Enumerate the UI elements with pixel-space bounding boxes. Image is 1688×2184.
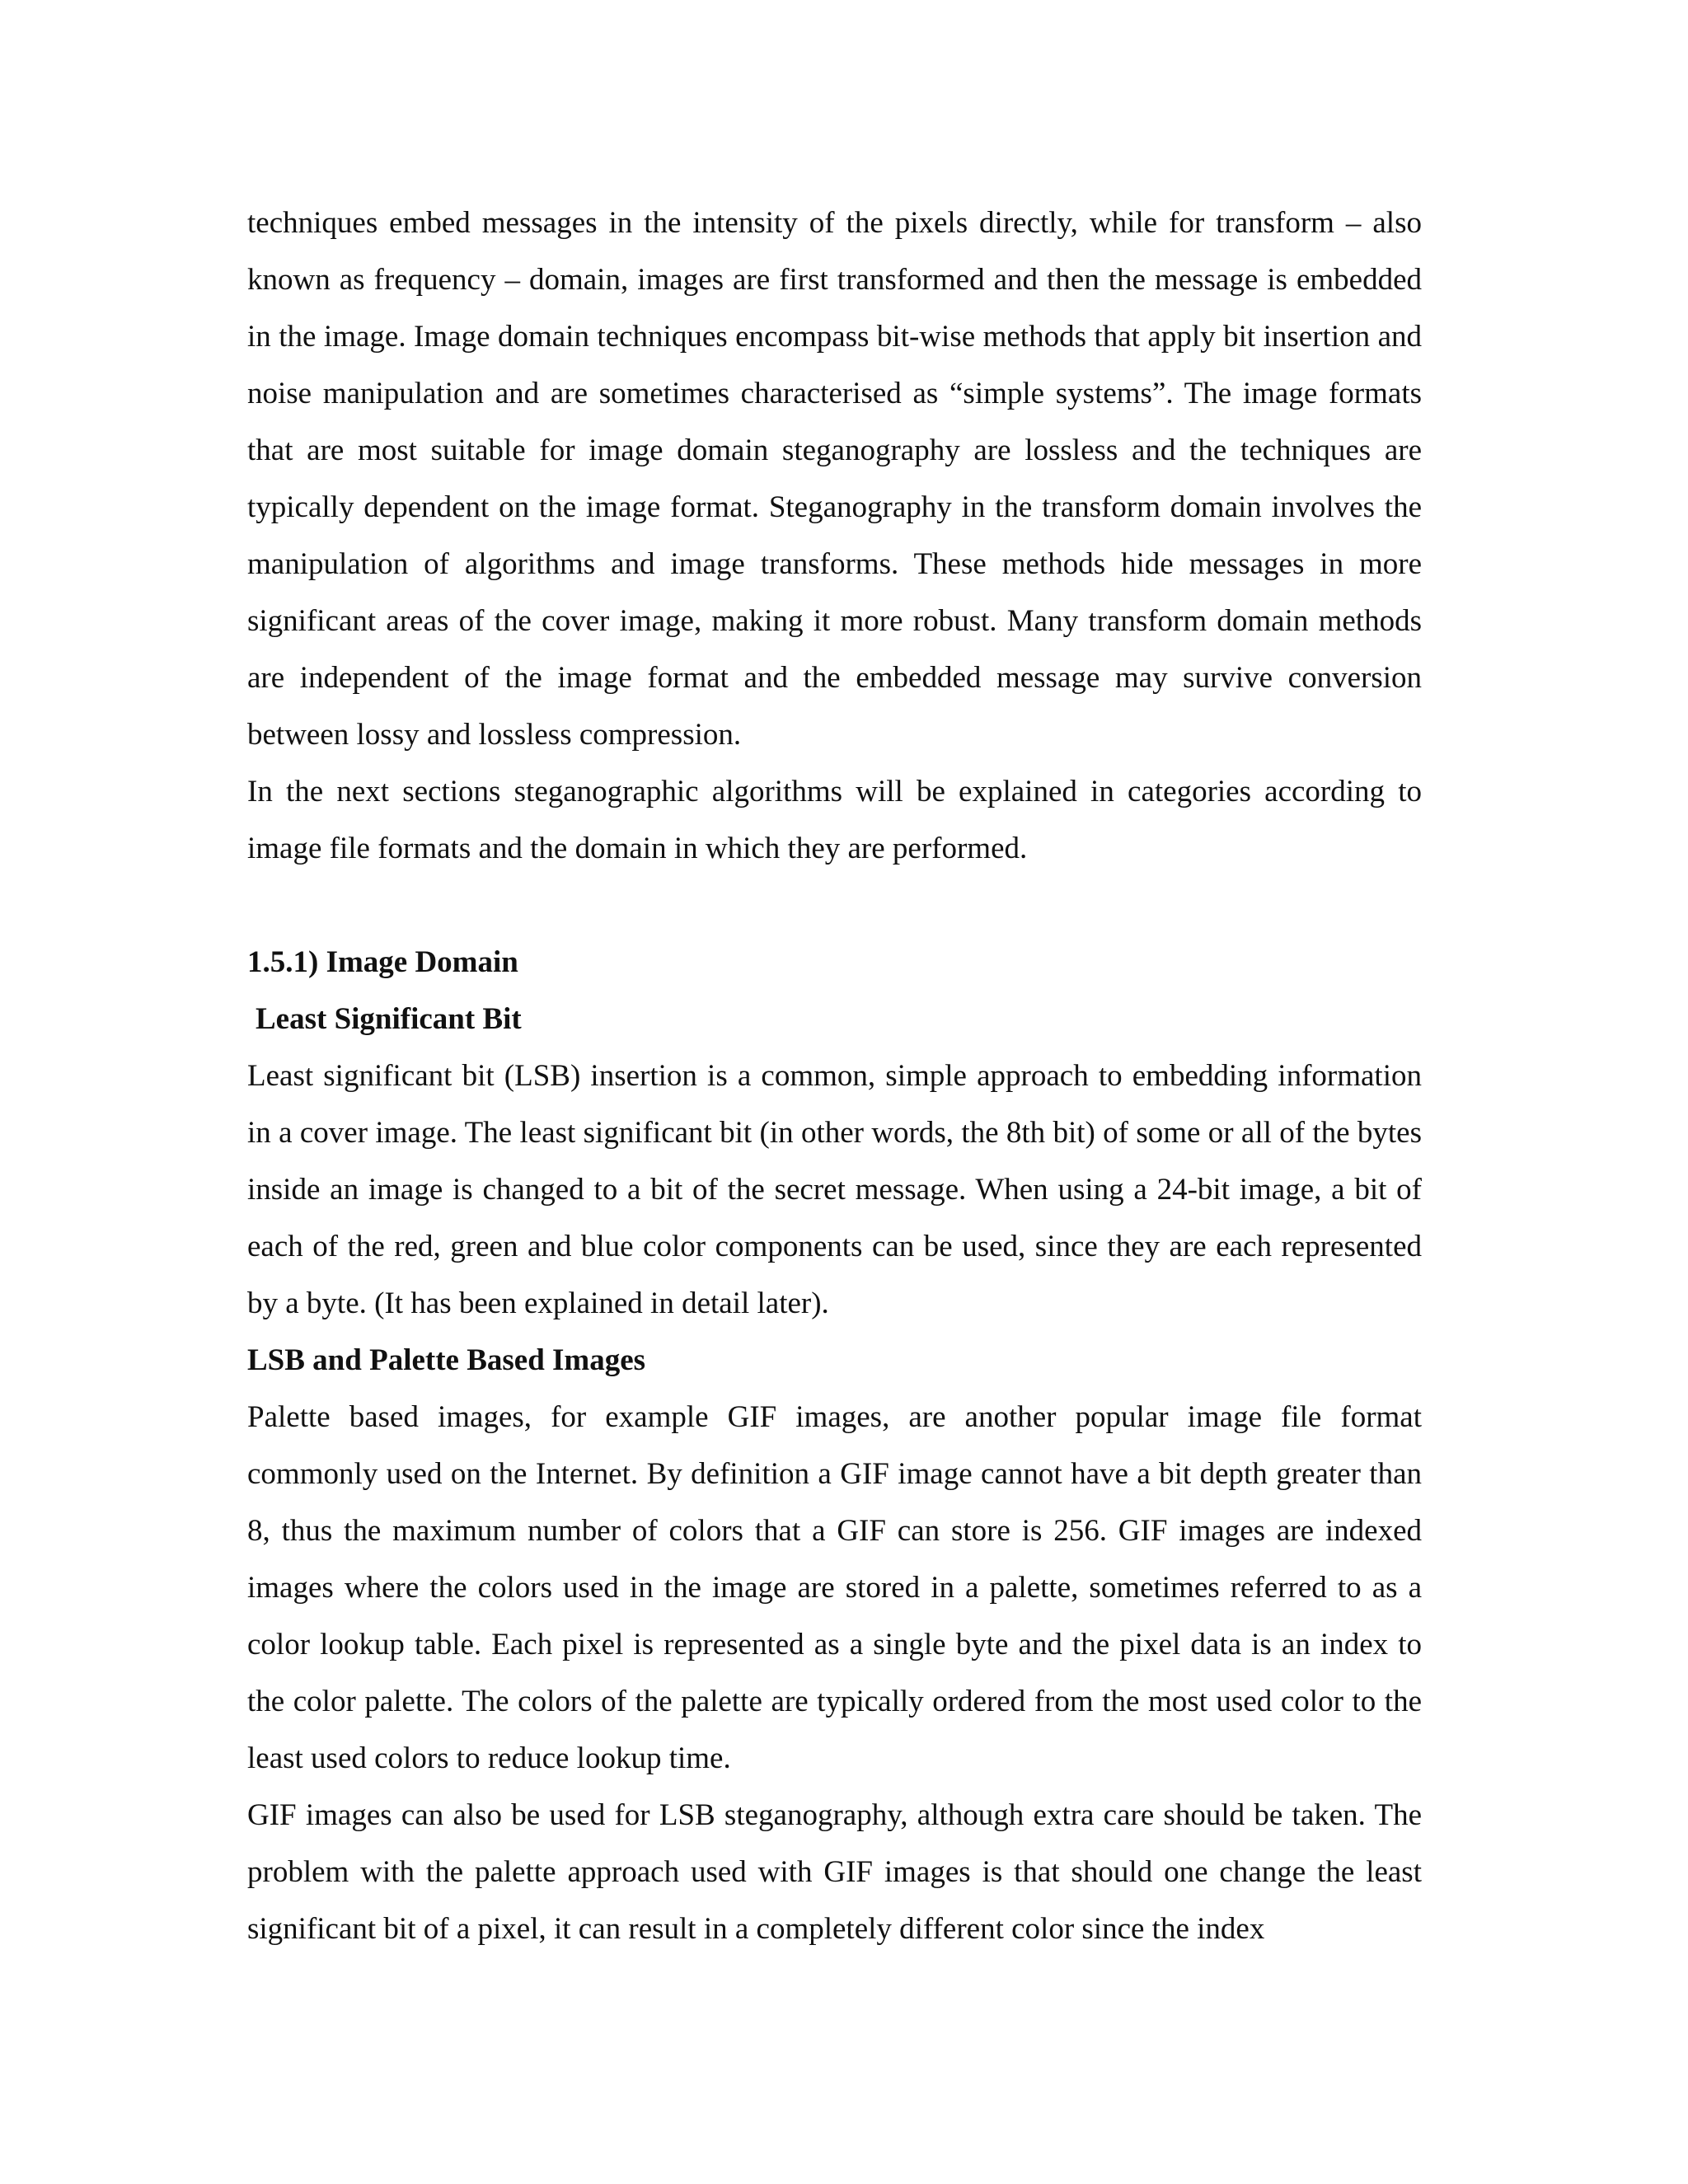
intro-paragraph-2: In the next sections steganographic algorithms will be explained in categories according to image file formats and the domain in which they are performed. (247, 775, 1422, 865)
section-spacer (247, 877, 1422, 934)
section-heading-image-domain: 1.5.1) Image Domain (247, 945, 518, 979)
subheading-least-significant-bit: Least Significant Bit (256, 1002, 522, 1036)
palette-paragraph-2: GIF images can also be used for LSB steganography, although extra care should be taken. The problem with the palette approach used with GIF images is that should one change the least significant bit of a pixel, it can result in a completely different color since the index (247, 1798, 1422, 1946)
intro-paragraph-1: techniques embed messages in the intensity of the pixels directly, while for transform – also known as frequency – domain, images are first transformed and then the message is embedded in the image. Image domain techniques encompass bit-wise methods that apply bit insertion and noise manipulation and are sometimes characterised as “simple systems”. The image formats that are most suitable for image domain steganography are lossless and the techniques are typically dependent on the image format. Steganography in the transform domain involves the manipulation of algorithms and image transforms. These methods hide messages in more significant areas of the cover image, making it more robust. Many transform domain methods are independent of the image format and the embedded message may survive conversion between lossy and lossless compression. (247, 206, 1422, 752)
palette-paragraph-1: Palette based images, for example GIF images, are another popular image file format commonly used on the Internet. By definition a GIF image cannot have a bit depth greater than 8, thus the maximum number of colors that a GIF can store is 256. GIF images are indexed images where the colors used in the image are stored in a palette, sometimes referred to as a color lookup table. Each pixel is represented as a single byte and the pixel data is an index to the color palette. The colors of the palette are typically ordered from the most used color to the least used colors to reduce lookup time. (247, 1400, 1422, 1775)
lsb-paragraph: Least significant bit (LSB) insertion is a common, simple approach to embedding information in a cover image. The least significant bit (in other words, the 8th bit) of some or all of the bytes inside an image is changed to a bit of the secret message. When using a 24-bit image, a bit of each of the red, green and blue color components can be used, since they are each represented by a byte. (It has been explained in detail later). (247, 1059, 1422, 1320)
document-body (247, 194, 1422, 1957)
subheading-lsb-palette: LSB and Palette Based Images (247, 1343, 646, 1377)
